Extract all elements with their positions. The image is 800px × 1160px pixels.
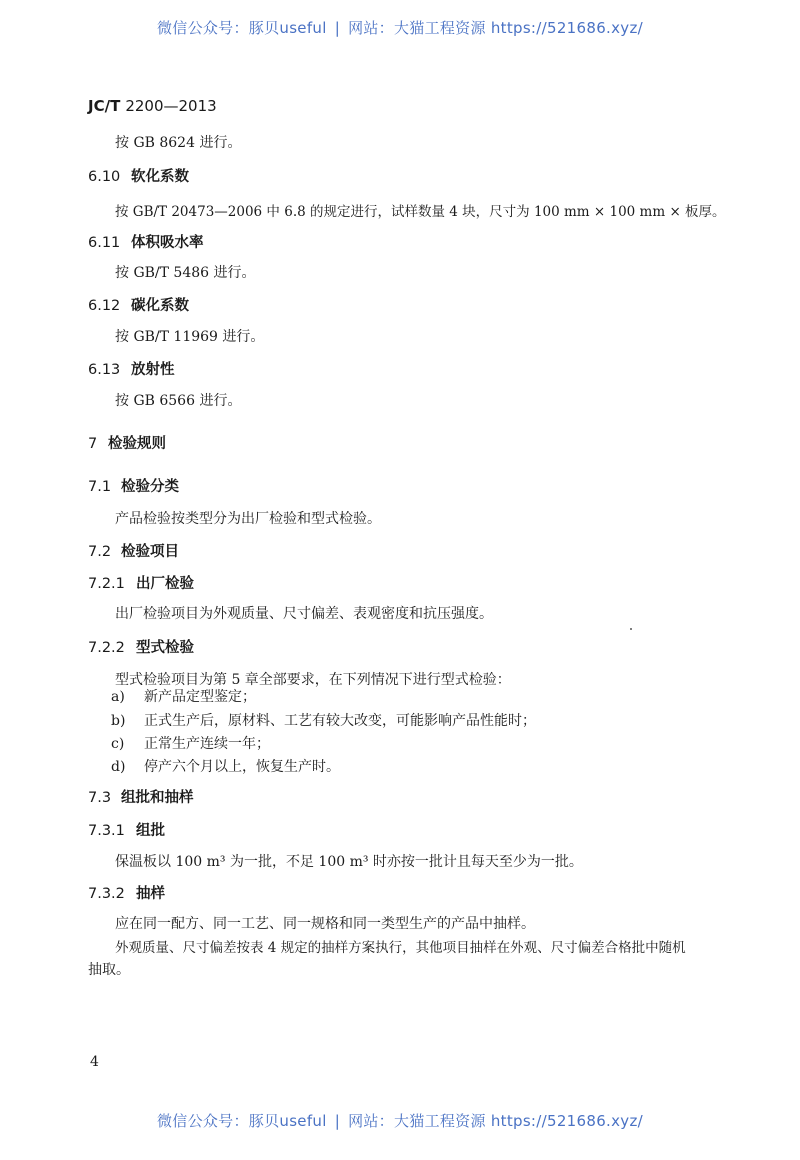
heading-7-3-1 (88, 819, 165, 840)
list-item-c (111, 733, 270, 753)
heading-7-2-2 (88, 636, 194, 657)
heading-6-13 (88, 358, 175, 379)
watermark-separator: | (334, 1112, 341, 1130)
para-6-12: 按 GB/T 11969 进行。 (115, 329, 265, 345)
para-6-9: 按 GB 8624 进行。 (115, 135, 242, 151)
watermark-wechat: 微信公众号：豚贝useful (156, 19, 327, 37)
heading-title: 型式检验 (136, 640, 194, 656)
list-item-b (111, 710, 536, 730)
heading-number: 6.11 (88, 235, 121, 251)
heading-title: 抽样 (136, 886, 165, 902)
standard-code: JC/T (88, 97, 121, 115)
heading-title: 检验项目 (121, 544, 179, 560)
heading-7-3 (88, 786, 194, 807)
heading-number: 6.13 (88, 362, 121, 378)
list-text: 正常生产连续一年； (144, 736, 270, 752)
para-7-2-1: 出厂检验项目为外观质量、尺寸偏差、表观密度和抗压强度。 (115, 606, 493, 622)
heading-title: 碳化系数 (131, 298, 189, 314)
para-7-1: 产品检验按类型分为出厂检验和型式检验。 (115, 511, 381, 527)
para-7-2-2: 型式检验项目为第 5 章全部要求，在下列情况下进行型式检验： (115, 672, 511, 688)
heading-7 (88, 432, 166, 453)
heading-number: 6.10 (88, 169, 121, 185)
heading-number: 7.3 (88, 790, 112, 806)
heading-title: 放射性 (131, 362, 175, 378)
para-6-10: 按 GB/T 20473—2006 中 6.8 的规定进行，试样数量 4 块，尺寸为 100 mm × 100 mm × 板厚。 (115, 204, 726, 220)
watermark-website: 网站：大猫工程资源 https://521686.xyz/ (348, 19, 644, 37)
heading-title: 出厂检验 (136, 576, 194, 592)
watermark-top (0, 17, 800, 38)
standard-number: 2200—2013 (125, 97, 217, 115)
para-7-3-2-b: 外观质量、尺寸偏差按表 4 规定的抽样方案执行，其他项目抽样在外观、尺寸偏差合格批中随机 (115, 940, 686, 956)
heading-title: 检验规则 (108, 436, 166, 452)
para-7-3-2-b-cont: 抽取。 (88, 962, 130, 978)
list-text: 停产六个月以上，恢复生产时。 (144, 759, 340, 775)
list-text: 新产品定型鉴定； (144, 689, 256, 705)
heading-number: 7.3.2 (88, 886, 125, 902)
heading-number: 7.2.2 (88, 640, 125, 656)
heading-title: 检验分类 (121, 479, 179, 495)
scan-speck (630, 628, 632, 630)
heading-number: 7 (88, 436, 98, 452)
para-6-13: 按 GB 6566 进行。 (115, 393, 242, 409)
list-text: 正式生产后，原材料、工艺有较大改变，可能影响产品性能时； (144, 713, 536, 729)
heading-7-1 (88, 475, 179, 496)
heading-number: 7.2.1 (88, 576, 125, 592)
heading-title: 体积吸水率 (131, 235, 204, 251)
heading-title: 组批 (136, 823, 165, 839)
watermark-wechat: 微信公众号：豚贝useful (156, 1112, 327, 1130)
heading-title: 组批和抽样 (121, 790, 194, 806)
list-label: b) (111, 713, 126, 729)
heading-6-12 (88, 294, 189, 315)
heading-number: 7.2 (88, 544, 112, 560)
heading-7-2-1 (88, 572, 194, 593)
heading-number: 7.3.1 (88, 823, 125, 839)
heading-6-10 (88, 165, 189, 186)
list-label: a) (111, 689, 125, 705)
list-item-a (111, 686, 256, 706)
heading-6-11 (88, 231, 204, 252)
list-label: d) (111, 759, 126, 775)
para-7-3-2-a: 应在同一配方、同一工艺、同一规格和同一类型生产的产品中抽样。 (115, 916, 535, 932)
watermark-bottom (0, 1110, 800, 1131)
watermark-website: 网站：大猫工程资源 https://521686.xyz/ (348, 1112, 644, 1130)
list-label: c) (111, 736, 125, 752)
watermark-separator: | (334, 19, 341, 37)
heading-7-3-2 (88, 882, 165, 903)
heading-title: 软化系数 (131, 169, 189, 185)
heading-number: 6.12 (88, 298, 121, 314)
list-item-d (111, 756, 340, 776)
standard-header (88, 97, 217, 115)
para-6-11: 按 GB/T 5486 进行。 (115, 265, 256, 281)
page-number: 4 (90, 1054, 99, 1070)
para-7-3-1: 保温板以 100 m³ 为一批，不足 100 m³ 时亦按一批计且每天至少为一批。 (115, 854, 583, 870)
heading-number: 7.1 (88, 479, 112, 495)
heading-7-2 (88, 540, 179, 561)
